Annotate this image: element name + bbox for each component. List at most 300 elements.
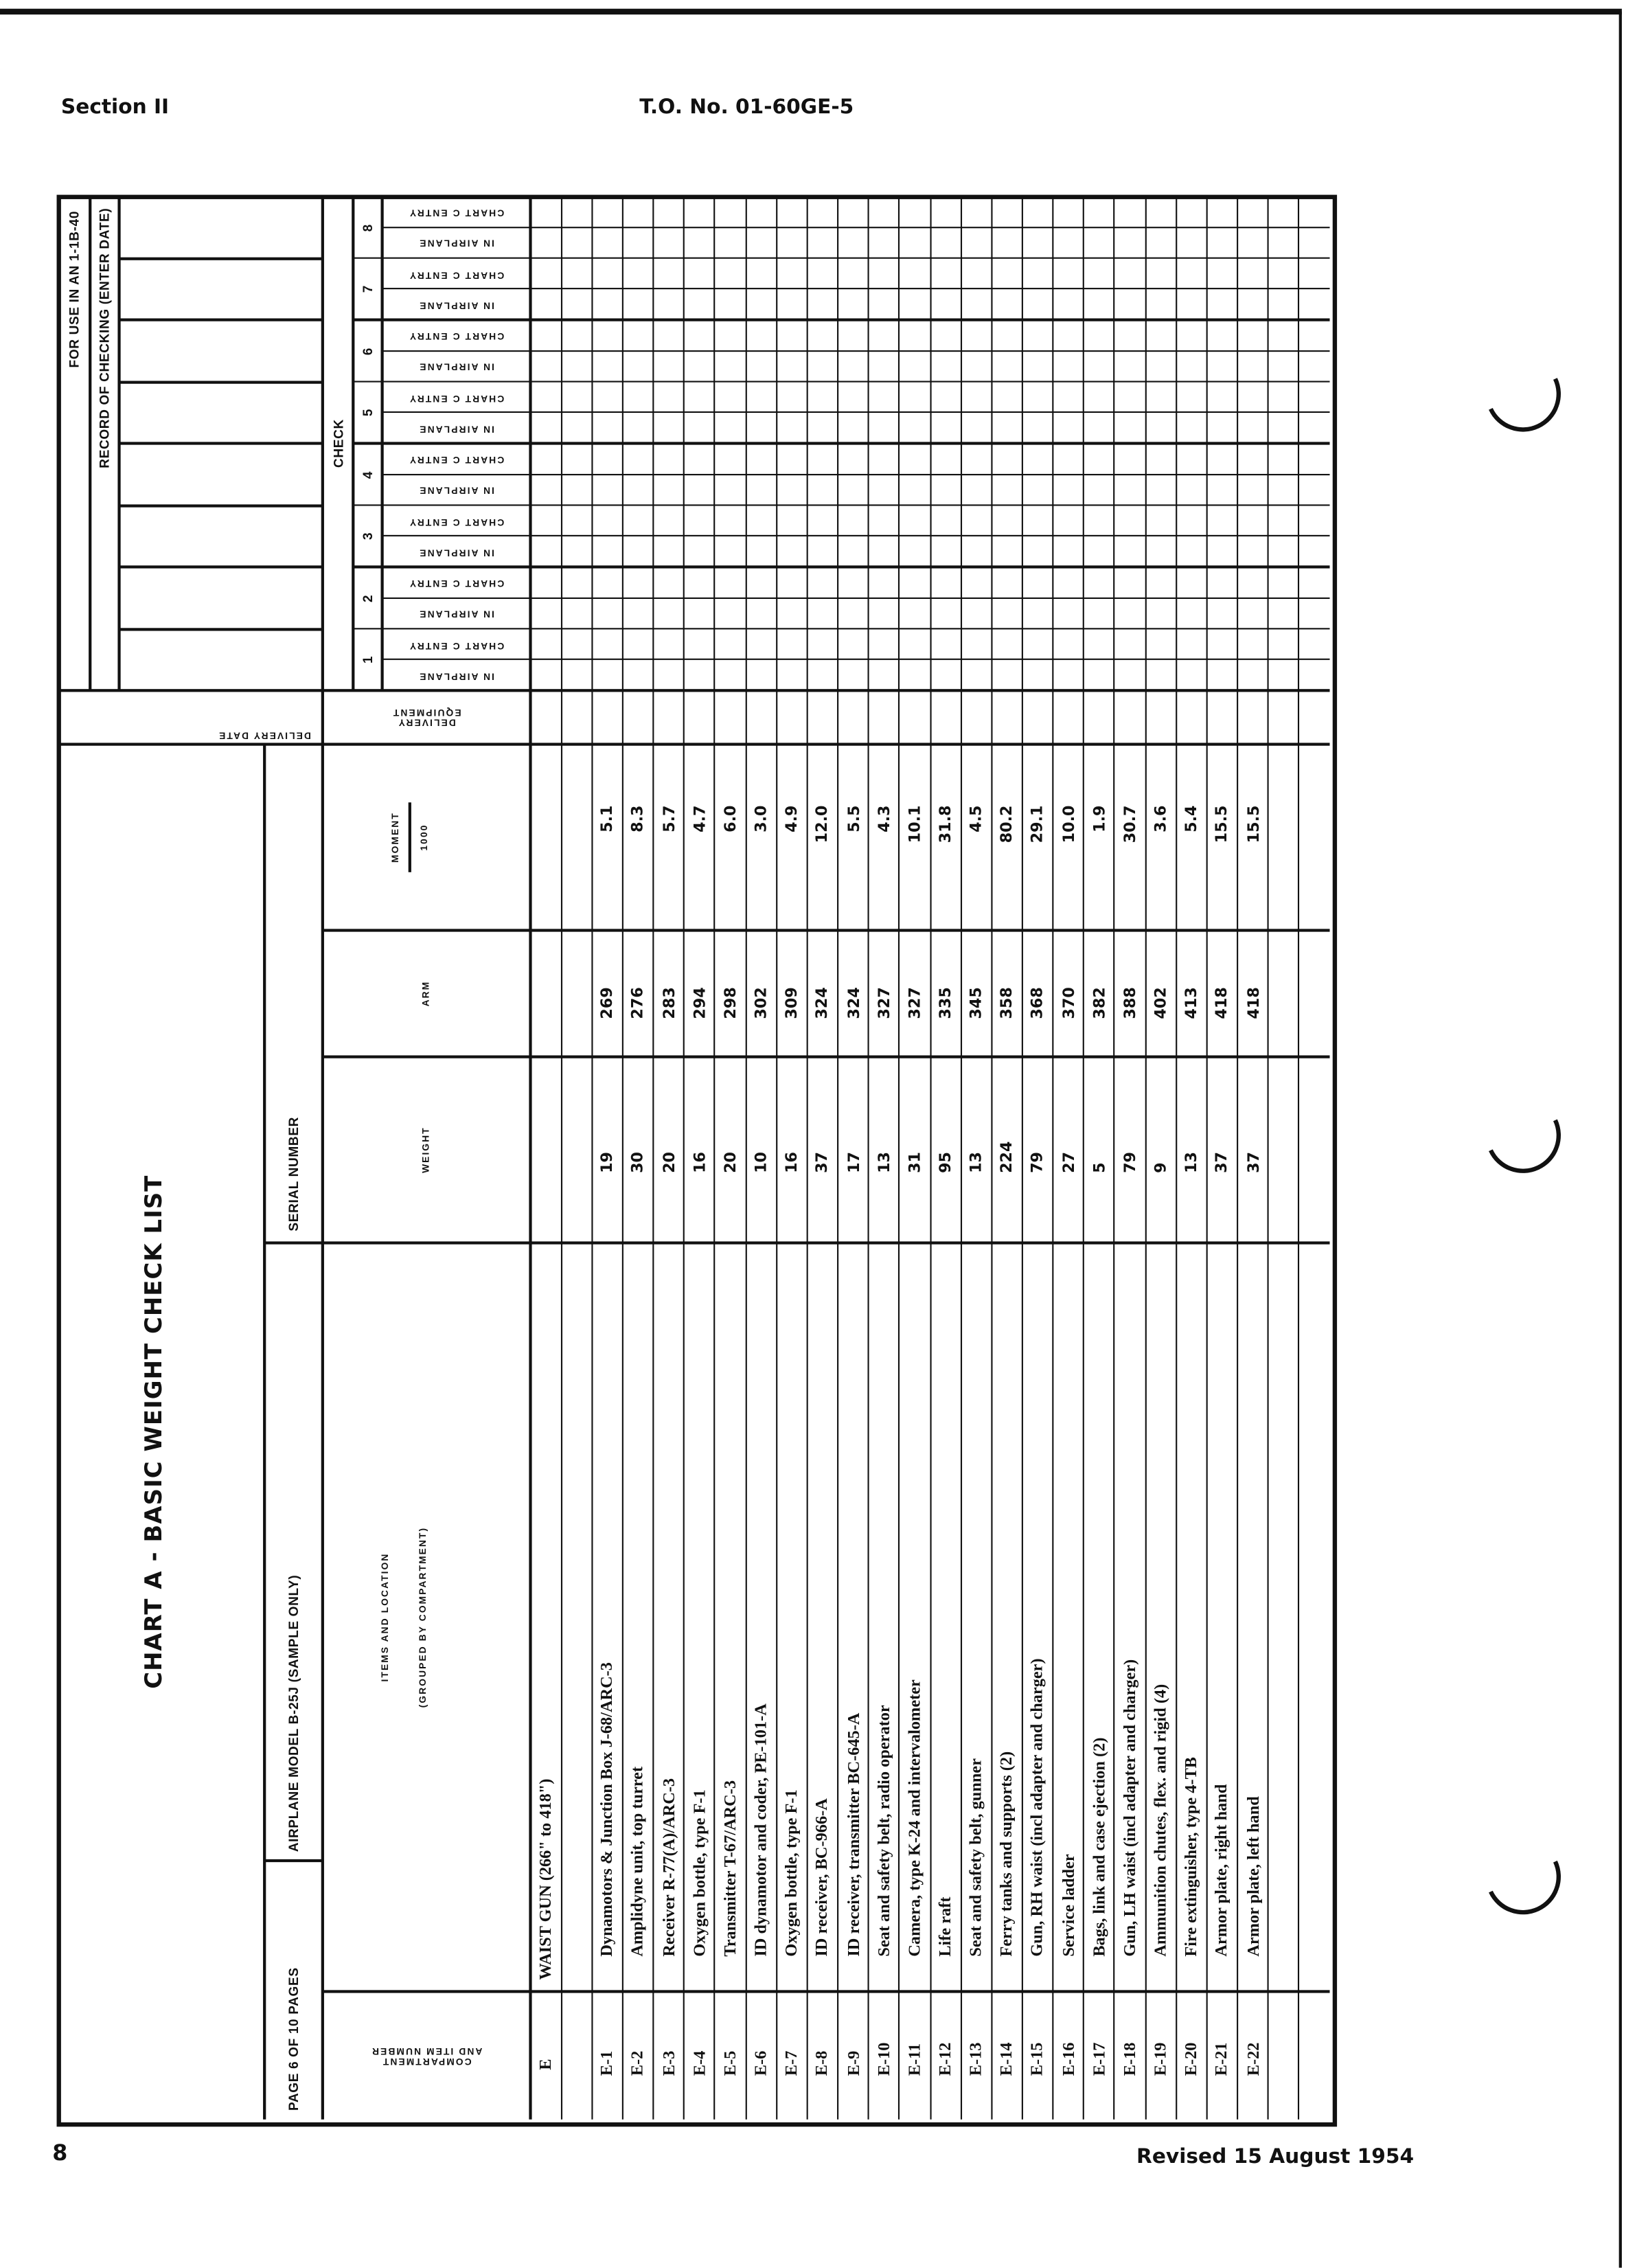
item-weight-cell	[1176, 1057, 1207, 1243]
item-number: E-20	[1182, 2042, 1200, 2076]
item-number-cell	[1145, 1991, 1176, 2119]
item-number: E-21	[1213, 2042, 1231, 2076]
item-arm-cell	[746, 930, 777, 1056]
item-number: E-17	[1090, 2042, 1108, 2076]
item-weight: 79	[1121, 1151, 1139, 1173]
arm-header-cell	[323, 930, 531, 1056]
item-arm-cell	[838, 930, 869, 1056]
check-label: CHECK	[330, 419, 345, 468]
item-moment: 6.0	[721, 805, 740, 832]
item-arm: 388	[1121, 987, 1139, 1019]
item-description: Seat and safety belt, gunner	[967, 1758, 985, 1957]
item-arm: 413	[1182, 987, 1200, 1019]
items-subheader: (GROUPED BY COMPARTMENT)	[417, 1526, 428, 1708]
item-number-cell	[869, 1991, 900, 2119]
item-weight-cell	[715, 1057, 746, 1243]
chart-c-entry-label: CHART C ENTRY	[408, 453, 505, 464]
item-moment-cell	[900, 745, 930, 931]
item-weight-cell	[900, 1057, 930, 1243]
item-moment-cell	[1176, 745, 1207, 931]
compartment-name: WAIST GUN (266" to 418")	[537, 1778, 555, 1980]
item-moment: 5.4	[1182, 805, 1200, 832]
item-moment: 5.5	[844, 805, 862, 832]
item-moment: 10.0	[1060, 805, 1077, 843]
item-weight-cell	[746, 1057, 777, 1243]
item-arm-cell	[623, 930, 654, 1056]
item-description-cell	[1053, 1243, 1084, 1992]
item-description-cell	[992, 1243, 1022, 1992]
item-arm: 324	[844, 987, 862, 1019]
chart-c-entry-label-cell	[382, 196, 531, 227]
in-airplane-label: IN AIRPLANE	[418, 299, 494, 310]
item-description: ID receiver, BC-966-A	[814, 1798, 832, 1957]
chart-title: CHART A - BASIC WEIGHT CHECK LIST	[139, 1175, 167, 1689]
for-use-label: FOR USE IN AN 1-1B-40	[67, 210, 82, 368]
item-number: E-1	[598, 2050, 617, 2076]
chart-title-cell	[124, 745, 182, 2120]
item-weight-cell	[807, 1057, 838, 1243]
item-moment-cell	[592, 745, 623, 931]
item-moment: 31.8	[937, 805, 954, 843]
item-number: E-7	[783, 2050, 801, 2076]
item-moment: 30.7	[1121, 805, 1139, 843]
item-moment-cell	[746, 745, 777, 931]
item-weight: 13	[875, 1151, 893, 1173]
item-arm-cell	[684, 930, 715, 1056]
check-number: 4	[360, 470, 376, 479]
item-number: E-16	[1060, 2042, 1077, 2076]
item-number-cell	[807, 1991, 838, 2119]
item-description: Ammunition chutes, flex. and rigid (4)	[1152, 1683, 1169, 1957]
item-arm: 269	[598, 987, 617, 1019]
item-number: E-10	[875, 2042, 893, 2076]
serial-number-label-cell	[264, 745, 323, 1243]
item-description: Oxygen bottle, type F-1	[783, 1789, 801, 1957]
item-description-cell	[777, 1243, 808, 1992]
items-header-cell	[366, 1243, 404, 1992]
in-airplane-label: IN AIRPLANE	[418, 422, 494, 433]
item-weight: 20	[660, 1151, 678, 1173]
item-arm-cell	[777, 930, 808, 1056]
item-arm-cell	[992, 930, 1022, 1056]
items-header: ITEMS AND LOCATION	[380, 1552, 391, 1682]
item-weight: 17	[844, 1151, 862, 1173]
item-arm: 335	[937, 987, 954, 1019]
chart-c-entry-label-cell	[382, 382, 531, 413]
item-number: E-3	[660, 2050, 678, 2076]
item-number-cell	[1053, 1991, 1084, 2119]
chart-c-entry-label: CHART C ENTRY	[408, 392, 505, 402]
item-description: Seat and safety belt, radio operator	[875, 1705, 893, 1957]
item-weight: 13	[967, 1151, 985, 1173]
item-description-cell	[746, 1243, 777, 1992]
delivery-date-label: DELIVERY DATE	[218, 729, 311, 740]
item-number: E-11	[906, 2043, 924, 2076]
item-description: ID dynamotor and coder, PE-101-A	[752, 1703, 770, 1957]
item-number-cell	[1237, 1991, 1268, 2119]
item-description-cell	[900, 1243, 930, 1992]
item-weight: 20	[721, 1151, 740, 1173]
chart-c-entry-label-cell	[382, 320, 531, 351]
item-arm-cell	[961, 930, 992, 1056]
item-weight: 5	[1090, 1162, 1108, 1173]
item-arm: 418	[1244, 987, 1262, 1019]
item-number: E-18	[1121, 2042, 1139, 2076]
item-number-cell	[1206, 1991, 1237, 2119]
item-description-cell	[623, 1243, 654, 1992]
in-airplane-label-cell	[382, 413, 531, 444]
binder-hole-icon	[1474, 345, 1571, 442]
item-moment: 4.9	[783, 805, 801, 832]
moment-divisor-cell	[410, 745, 439, 931]
item-weight: 79	[1029, 1151, 1046, 1173]
item-moment: 3.0	[752, 805, 770, 832]
check-number: 1	[360, 655, 376, 664]
item-arm-cell	[900, 930, 930, 1056]
item-moment-cell	[1145, 745, 1176, 931]
check-label-cell	[323, 196, 353, 691]
item-number-cell	[1114, 1991, 1145, 2119]
item-weight: 16	[783, 1151, 801, 1173]
in-airplane-label: IN AIRPLANE	[418, 484, 494, 495]
item-arm-cell	[1176, 930, 1207, 1056]
item-moment: 3.6	[1152, 805, 1169, 832]
item-description: Dynamotors & Junction Box J-68/ARC-3	[598, 1662, 617, 1957]
check-number-cell	[353, 382, 382, 444]
item-number: E-6	[752, 2050, 770, 2076]
item-weight: 16	[690, 1151, 709, 1173]
item-moment: 4.3	[875, 805, 893, 832]
item-number-cell	[746, 1991, 777, 2119]
in-airplane-label: IN AIRPLANE	[418, 608, 494, 619]
item-number: E-2	[629, 2050, 647, 2076]
item-arm-cell	[1084, 930, 1114, 1056]
item-description: Bags, link and case ejection (2)	[1090, 1737, 1108, 1957]
item-number-cell	[930, 1991, 961, 2119]
chart-c-entry-label: CHART C ENTRY	[408, 515, 505, 526]
item-number-cell	[1022, 1991, 1053, 2119]
item-number: E-14	[998, 2042, 1016, 2076]
item-arm-cell	[715, 930, 746, 1056]
item-number-cell	[654, 1991, 685, 2119]
item-arm-cell	[869, 930, 900, 1056]
in-airplane-label: IN AIRPLANE	[418, 361, 494, 372]
item-weight: 10	[752, 1151, 770, 1173]
item-moment-cell	[1114, 745, 1145, 931]
item-weight: 224	[998, 1141, 1016, 1173]
item-weight: 31	[906, 1151, 924, 1173]
item-description: Oxygen bottle, type F-1	[690, 1789, 709, 1957]
moment-header: MOMENT	[390, 812, 401, 863]
airplane-model-cell	[264, 1243, 323, 1861]
item-description: ID receiver, transmitter BC-645-A	[844, 1712, 862, 1957]
scan-edge-right	[1619, 12, 1621, 2268]
item-weight-cell	[1084, 1057, 1114, 1243]
item-description-cell	[1237, 1243, 1268, 1992]
item-number-cell	[838, 1991, 869, 2119]
chart-c-entry-label-cell	[382, 505, 531, 536]
item-number: E-19	[1152, 2042, 1169, 2076]
item-description-cell	[1022, 1243, 1053, 1992]
item-arm: 402	[1152, 987, 1169, 1019]
check-number: 2	[360, 593, 376, 602]
item-description-cell	[1114, 1243, 1145, 1992]
item-description: Service ladder	[1060, 1854, 1077, 1957]
check-number-cell	[353, 628, 382, 690]
item-moment: 15.5	[1244, 805, 1262, 843]
weight-header: WEIGHT	[421, 1126, 432, 1173]
in-airplane-label-cell	[382, 289, 531, 320]
item-weight-cell	[930, 1057, 961, 1243]
chart-c-entry-label: CHART C ENTRY	[408, 268, 505, 279]
item-description: Gun, RH waist (incl adapter and charger)	[1029, 1658, 1046, 1957]
item-weight: 30	[629, 1151, 647, 1173]
check-number-cell	[353, 196, 382, 258]
item-moment-cell	[1206, 745, 1237, 931]
item-arm: 276	[629, 987, 647, 1019]
delivery-date-label-cell	[58, 690, 323, 744]
item-arm: 283	[660, 987, 678, 1019]
item-moment-cell	[654, 745, 685, 931]
item-arm: 370	[1060, 987, 1077, 1019]
item-moment: 4.5	[967, 805, 985, 832]
in-airplane-label-cell	[382, 659, 531, 690]
item-moment: 5.7	[660, 805, 678, 832]
item-description: Amplidyne unit, top turret	[629, 1766, 647, 1957]
item-number-header: COMPARTMENT AND ITEM NUMBER	[370, 2045, 483, 2066]
item-weight-cell	[1237, 1057, 1268, 1243]
item-weight-cell	[1053, 1057, 1084, 1243]
item-arm: 324	[814, 987, 832, 1019]
check-number-cell	[353, 444, 382, 506]
item-arm: 309	[783, 987, 801, 1019]
item-moment: 1.9	[1090, 805, 1108, 832]
item-moment-cell	[961, 745, 992, 931]
to-number: T.O. No. 01-60GE-5	[639, 95, 854, 120]
in-airplane-label-cell	[382, 351, 531, 382]
item-weight-cell	[623, 1057, 654, 1243]
item-weight-cell	[1022, 1057, 1053, 1243]
item-weight-cell	[1114, 1057, 1145, 1243]
in-airplane-label-cell	[382, 474, 531, 505]
in-airplane-label-cell	[382, 598, 531, 628]
compartment-code-cell	[530, 1991, 561, 2119]
item-weight-cell	[684, 1057, 715, 1243]
item-description-cell	[961, 1243, 992, 1992]
item-arm: 358	[998, 987, 1016, 1019]
check-number: 7	[360, 285, 376, 293]
in-airplane-label: IN AIRPLANE	[418, 670, 494, 681]
item-arm-cell	[654, 930, 685, 1056]
delivery-equipment-label-cell	[323, 690, 531, 744]
revision-date: Revised 15 August 1954	[1136, 2145, 1415, 2169]
item-moment-cell	[1022, 745, 1053, 931]
item-moment-cell	[1053, 745, 1084, 931]
item-description-cell	[1084, 1243, 1114, 1992]
item-number: E-8	[814, 2050, 832, 2076]
item-arm-cell	[592, 930, 623, 1056]
item-description-cell	[930, 1243, 961, 1992]
item-weight-cell	[777, 1057, 808, 1243]
item-moment-cell	[1084, 745, 1114, 931]
item-moment-cell	[930, 745, 961, 931]
item-number-cell	[684, 1991, 715, 2119]
item-moment-cell	[838, 745, 869, 931]
item-arm-cell	[807, 930, 838, 1056]
compartment-code: E	[537, 2059, 555, 2070]
chart-c-entry-label: CHART C ENTRY	[408, 639, 505, 650]
chart-c-entry-label-cell	[382, 258, 531, 289]
item-description: Transmitter T-67/ARC-3	[721, 1780, 740, 1957]
item-moment-cell	[684, 745, 715, 931]
for-use-label-cell	[58, 196, 91, 691]
item-arm: 382	[1090, 987, 1108, 1019]
item-arm: 298	[721, 987, 740, 1019]
item-number-cell	[1176, 1991, 1207, 2119]
item-description-cell	[654, 1243, 685, 1992]
item-description: Life raft	[937, 1896, 954, 1957]
item-description-cell	[869, 1243, 900, 1992]
item-number: E-5	[721, 2050, 740, 2076]
item-number-cell	[900, 1991, 930, 2119]
item-moment: 80.2	[998, 805, 1016, 843]
item-moment: 5.1	[598, 805, 617, 832]
item-weight: 37	[1244, 1151, 1262, 1173]
in-airplane-label: IN AIRPLANE	[418, 237, 494, 248]
item-arm-cell	[1237, 930, 1268, 1056]
item-number-cell	[1084, 1991, 1114, 2119]
item-arm: 294	[690, 987, 709, 1019]
item-moment: 8.3	[629, 805, 647, 832]
item-moment-cell	[777, 745, 808, 931]
check-number: 5	[360, 408, 376, 417]
in-airplane-label: IN AIRPLANE	[418, 546, 494, 557]
chart-c-entry-label: CHART C ENTRY	[408, 206, 505, 217]
check-number: 6	[360, 346, 376, 355]
item-description-cell	[592, 1243, 623, 1992]
item-description-cell	[807, 1243, 838, 1992]
item-description: Armor plate, right hand	[1213, 1784, 1231, 1957]
item-number: E-12	[937, 2042, 954, 2076]
item-arm: 327	[875, 987, 893, 1019]
item-number: E-22	[1244, 2042, 1262, 2076]
item-moment-cell	[715, 745, 746, 931]
item-number-cell	[592, 1991, 623, 2119]
item-weight-cell	[992, 1057, 1022, 1243]
item-arm: 345	[967, 987, 985, 1019]
moment-divisor: 1000	[419, 824, 430, 851]
scan-edge-top	[0, 9, 1622, 14]
item-moment-cell	[869, 745, 900, 931]
item-weight: 37	[814, 1151, 832, 1173]
record-of-checking-label: RECORD OF CHECKING (ENTER DATE)	[97, 207, 112, 468]
check-number-cell	[353, 505, 382, 567]
item-arm-cell	[1022, 930, 1053, 1056]
moment-header-cell	[380, 745, 409, 931]
chart-c-entry-label-cell	[382, 567, 531, 598]
item-description-cell	[715, 1243, 746, 1992]
item-weight: 9	[1152, 1162, 1169, 1173]
item-number-cell	[992, 1991, 1022, 2119]
item-arm: 418	[1213, 987, 1231, 1019]
item-moment: 15.5	[1213, 805, 1231, 843]
item-weight-cell	[592, 1057, 623, 1243]
check-number-cell	[353, 320, 382, 382]
item-weight: 19	[598, 1151, 617, 1173]
item-moment-cell	[623, 745, 654, 931]
serial-number-label: SERIAL NUMBER	[286, 1116, 301, 1232]
binder-hole-icon	[1474, 1087, 1571, 1183]
item-number: E-15	[1029, 2042, 1046, 2076]
arm-header: ARM	[421, 980, 432, 1007]
in-airplane-label-cell	[382, 227, 531, 258]
weight-header-cell	[323, 1057, 531, 1243]
page-of-pages: PAGE 6 OF 10 PAGES	[286, 1967, 301, 2111]
item-number-header-cell	[323, 1991, 531, 2119]
check-number-cell	[353, 258, 382, 320]
item-number: E-4	[690, 2050, 709, 2076]
section-label: Section II	[60, 95, 170, 120]
item-weight: 37	[1213, 1151, 1231, 1173]
item-number: E-9	[844, 2050, 862, 2076]
item-description: Camera, type K-24 and intervalometer	[906, 1679, 924, 1957]
chart-c-entry-label: CHART C ENTRY	[408, 577, 505, 588]
item-description-cell	[1206, 1243, 1237, 1992]
item-description: Fire extinguisher, type 4-TB	[1182, 1756, 1200, 1957]
item-weight-cell	[1145, 1057, 1176, 1243]
item-weight-cell	[1206, 1057, 1237, 1243]
in-airplane-label-cell	[382, 536, 531, 567]
item-description: Ferry tanks and supports (2)	[998, 1751, 1016, 1957]
chart-c-entry-label-cell	[382, 628, 531, 659]
item-weight-cell	[869, 1057, 900, 1243]
item-arm-cell	[1145, 930, 1176, 1056]
item-description: Receiver R-77(A)/ARC-3	[660, 1778, 678, 1957]
airplane-model: AIRPLANE MODEL B-25J (SAMPLE ONLY)	[286, 1574, 301, 1852]
item-number-cell	[961, 1991, 992, 2119]
item-description-cell	[1145, 1243, 1176, 1992]
item-moment: 29.1	[1029, 805, 1046, 843]
item-description-cell	[1176, 1243, 1207, 1992]
page-number: 8	[52, 2140, 68, 2166]
chart-c-entry-label: CHART C ENTRY	[408, 330, 505, 341]
item-arm-cell	[1206, 930, 1237, 1056]
item-weight-cell	[654, 1057, 685, 1243]
item-moment-cell	[1237, 745, 1268, 931]
item-number-cell	[777, 1991, 808, 2119]
compartment-name-cell	[530, 1243, 561, 1992]
item-arm: 327	[906, 987, 924, 1019]
item-moment: 12.0	[814, 805, 832, 843]
item-number: E-13	[967, 2042, 985, 2076]
page-of-pages-cell	[264, 1861, 323, 2120]
item-number-cell	[715, 1991, 746, 2119]
item-arm-cell	[1114, 930, 1145, 1056]
item-weight-cell	[838, 1057, 869, 1243]
item-arm: 302	[752, 987, 770, 1019]
chart-c-entry-label-cell	[382, 444, 531, 475]
item-moment: 10.1	[906, 805, 924, 843]
check-number: 8	[360, 223, 376, 231]
delivery-equipment-label: DELIVERY EQUIPMENT	[391, 707, 461, 728]
check-number: 3	[360, 532, 376, 541]
item-weight: 27	[1060, 1151, 1077, 1173]
item-moment-cell	[992, 745, 1022, 931]
item-number-cell	[623, 1991, 654, 2119]
item-arm: 368	[1029, 987, 1046, 1019]
binder-hole-icon	[1474, 1828, 1571, 1925]
item-arm-cell	[930, 930, 961, 1056]
